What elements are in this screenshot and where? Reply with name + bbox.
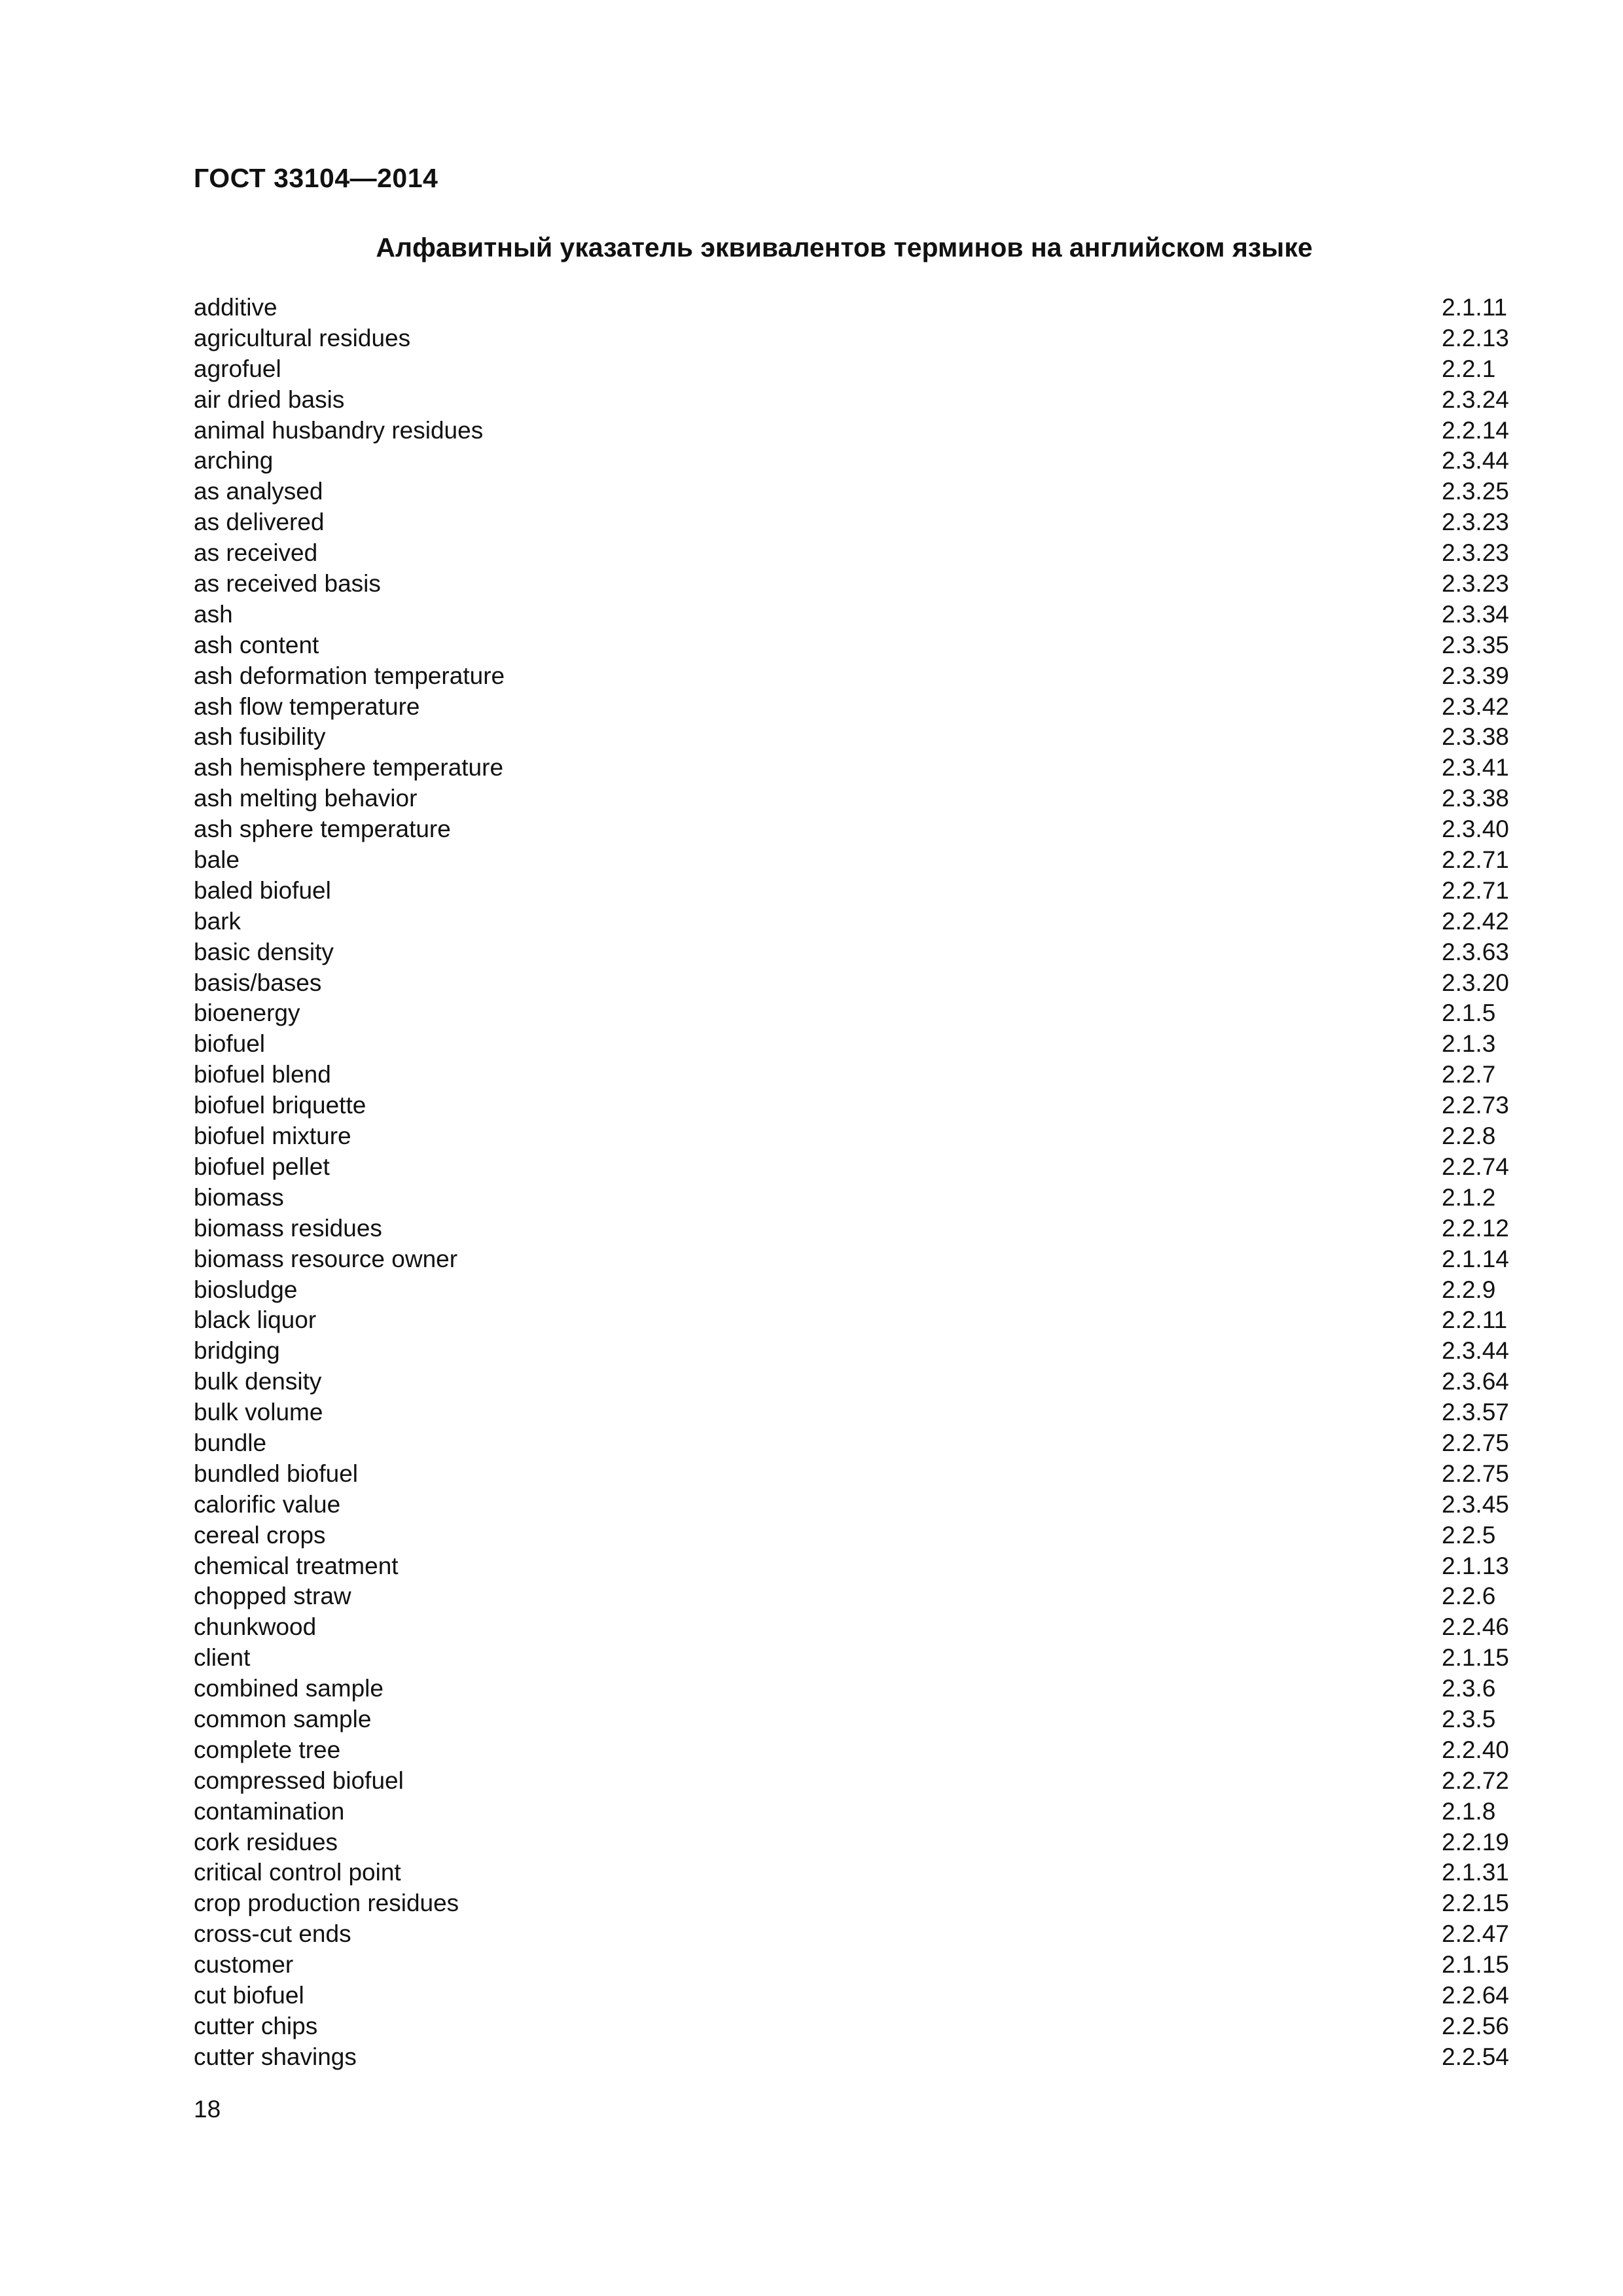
index-entry [194, 507, 1509, 538]
page-number: 18 [194, 2096, 221, 2123]
index-term: cork residues [194, 1828, 338, 1856]
index-reference: 2.3.42 [1442, 692, 1509, 720]
index-entry [194, 1121, 1503, 1152]
index-entry [194, 1888, 1509, 1919]
index-reference: 2.3.63 [1442, 938, 1509, 965]
index-entry [194, 600, 1509, 630]
index-reference: 2.3.24 [1442, 386, 1509, 413]
index-term: biofuel briquette [194, 1092, 366, 1119]
index-term: as analysed [194, 478, 323, 505]
index-reference: 2.2.54 [1442, 2043, 1509, 2070]
index-entry [194, 1581, 1503, 1612]
index-reference: 2.3.6 [1442, 1675, 1496, 1702]
index-reference: 2.3.25 [1442, 478, 1509, 505]
index-entry [194, 722, 1509, 753]
index-term: combined sample [194, 1675, 383, 1702]
index-term: cut biofuel [194, 1981, 304, 2009]
index-entry [194, 476, 1509, 507]
index-entry [194, 1428, 1509, 1459]
index-reference: 2.2.42 [1442, 907, 1509, 935]
index-term: cereal crops [194, 1521, 326, 1549]
index-term: cutter chips [194, 2012, 318, 2039]
index-reference: 2.2.5 [1442, 1521, 1496, 1549]
index-term: bridging [194, 1337, 280, 1365]
index-reference: 2.3.44 [1442, 447, 1509, 475]
index-reference: 2.1.2 [1442, 1183, 1496, 1211]
index-reference: 2.2.46 [1442, 1613, 1509, 1641]
index-reference: 2.2.47 [1442, 1920, 1509, 1948]
index-reference: 2.1.3 [1442, 1030, 1496, 1058]
index-entry [194, 1981, 1509, 2011]
index-term: biosludge [194, 1276, 298, 1303]
index-reference: 2.1.13 [1442, 1552, 1509, 1579]
index-reference: 2.2.56 [1442, 2012, 1509, 2039]
index-entry [194, 1766, 1509, 1797]
index-term: ash content [194, 631, 319, 658]
index-entry [194, 1029, 1503, 1060]
index-term: ash melting behavior [194, 785, 418, 812]
index-reference: 2.2.11 [1442, 1306, 1508, 1334]
index-entry [194, 2042, 1509, 2073]
index-term: complete tree [194, 1736, 341, 1763]
index-entry [194, 1397, 1509, 1428]
index-term: air dried basis [194, 386, 345, 413]
index-term: bale [194, 846, 240, 874]
index-reference: 2.2.14 [1442, 416, 1509, 444]
index-entry [194, 1459, 1509, 1490]
index-term: ash sphere temperature [194, 816, 451, 843]
index-entry [194, 1674, 1503, 1704]
index-entry [194, 1213, 1509, 1244]
index-term: biomass resource owner [194, 1245, 458, 1272]
index-term: crop production residues [194, 1890, 459, 1917]
index-entry [194, 1367, 1509, 1397]
index-reference: 2.2.6 [1442, 1583, 1496, 1610]
index-entry [194, 569, 1509, 600]
index-reference: 2.1.11 [1442, 294, 1508, 321]
index-entry [194, 630, 1509, 661]
index-entry [194, 1950, 1509, 1981]
index-entry [194, 1183, 1503, 1213]
index-reference: 2.3.23 [1442, 539, 1509, 567]
index-term: chunkwood [194, 1613, 317, 1641]
index-reference: 2.2.74 [1442, 1153, 1509, 1180]
index-entry [194, 2011, 1509, 2042]
document-standard-id: ГОСТ 33104—2014 [194, 163, 438, 193]
index-term: agricultural residues [194, 324, 411, 351]
index-entry [194, 753, 1509, 783]
index-term: agrofuel [194, 355, 281, 382]
index-reference: 2.3.40 [1442, 816, 1509, 843]
index-term: client [194, 1644, 251, 1672]
index-term: bioenergy [194, 999, 300, 1027]
index-entry [194, 937, 1509, 968]
index-entry [194, 1827, 1509, 1858]
index-term: bark [194, 907, 241, 935]
index-term: ash fusibility [194, 723, 326, 751]
index-entry [194, 323, 1509, 354]
index-term: ash hemisphere temperature [194, 754, 504, 781]
index-entry [194, 968, 1509, 999]
index-entry [194, 1490, 1509, 1520]
index-term: ash flow temperature [194, 692, 420, 720]
index-entry [194, 1152, 1509, 1183]
index-reference: 2.3.35 [1442, 631, 1509, 658]
index-term: cross-cut ends [194, 1920, 351, 1948]
index-entry [194, 1919, 1509, 1950]
index-entry [194, 1060, 1503, 1090]
index-reference: 2.2.71 [1442, 846, 1509, 874]
index-entry [194, 906, 1509, 937]
index-reference: 2.1.15 [1442, 1644, 1509, 1672]
index-term: bundled biofuel [194, 1460, 358, 1487]
index-term: customer [194, 1951, 294, 1979]
index-entry [194, 814, 1509, 845]
index-reference: 2.2.19 [1442, 1828, 1509, 1856]
index-reference: 2.2.7 [1442, 1061, 1496, 1088]
index-entry [194, 446, 1509, 476]
index-title: Алфавитный указатель эквивалентов терминов на английском языке [376, 232, 1313, 262]
index-reference: 2.3.23 [1442, 570, 1509, 598]
index-entry [194, 385, 1509, 416]
index-reference: 2.1.15 [1442, 1951, 1509, 1979]
index-reference: 2.3.64 [1442, 1368, 1509, 1395]
index-term: cutter shavings [194, 2043, 357, 2070]
index-entry [194, 538, 1509, 569]
index-term: animal husbandry residues [194, 416, 484, 444]
index-entry [194, 692, 1509, 723]
index-reference: 2.3.39 [1442, 662, 1509, 689]
index-term: additive [194, 294, 277, 321]
index-reference: 2.1.31 [1442, 1859, 1509, 1886]
index-term: baled biofuel [194, 876, 331, 904]
index-term: common sample [194, 1705, 372, 1732]
index-reference: 2.2.75 [1442, 1429, 1509, 1456]
index-entry [194, 1520, 1503, 1551]
index-term: biomass residues [194, 1214, 382, 1242]
index-entry [194, 661, 1509, 692]
index-entry [194, 1090, 1509, 1121]
index-term: bulk volume [194, 1399, 323, 1426]
index-term: biofuel blend [194, 1061, 331, 1088]
index-reference: 2.3.5 [1442, 1705, 1496, 1732]
index-term: arching [194, 447, 274, 475]
index-entry [194, 1336, 1509, 1367]
index-entry [194, 293, 1508, 323]
index-reference: 2.2.71 [1442, 876, 1509, 904]
index-term: critical control point [194, 1859, 401, 1886]
index-reference: 2.2.12 [1442, 1214, 1509, 1242]
index-entry [194, 876, 1509, 906]
index-term: biofuel pellet [194, 1153, 330, 1180]
index-reference: 2.1.14 [1442, 1245, 1509, 1272]
index-entry [194, 783, 1509, 814]
index-reference: 2.3.57 [1442, 1399, 1509, 1426]
index-reference: 2.2.73 [1442, 1092, 1509, 1119]
index-reference: 2.3.34 [1442, 600, 1509, 628]
index-entry [194, 1704, 1503, 1735]
index-entry [194, 416, 1509, 446]
index-term: chopped straw [194, 1583, 351, 1610]
index-entry [194, 1244, 1509, 1275]
index-entry [194, 1275, 1503, 1306]
index-entry [194, 1551, 1509, 1582]
index-entry [194, 1797, 1503, 1827]
index-reference: 2.3.44 [1442, 1337, 1509, 1365]
index-term: as received [194, 539, 318, 567]
index-term: ash [194, 600, 233, 628]
index-reference: 2.3.38 [1442, 785, 1509, 812]
index-entry [194, 845, 1509, 876]
index-entry [194, 1735, 1509, 1766]
index-term: bulk density [194, 1368, 322, 1395]
index-reference: 2.2.72 [1442, 1767, 1509, 1794]
index-term: calorific value [194, 1490, 341, 1518]
index-reference: 2.3.41 [1442, 754, 1509, 781]
index-term: as delivered [194, 509, 325, 536]
index-reference: 2.1.5 [1442, 999, 1496, 1027]
index-term: biofuel [194, 1030, 266, 1058]
index-term: chemical treatment [194, 1552, 399, 1579]
index-reference: 2.3.20 [1442, 969, 1509, 996]
index-entry [194, 1643, 1509, 1674]
index-term: basis/bases [194, 969, 322, 996]
index-reference: 2.2.40 [1442, 1736, 1509, 1763]
index-list [194, 293, 1509, 2073]
index-reference: 2.2.64 [1442, 1981, 1509, 2009]
index-term: black liquor [194, 1306, 317, 1334]
index-reference: 2.3.38 [1442, 723, 1509, 751]
index-reference: 2.2.9 [1442, 1276, 1496, 1303]
index-reference: 2.2.13 [1442, 324, 1509, 351]
index-reference: 2.2.8 [1442, 1122, 1496, 1150]
index-term: bundle [194, 1429, 267, 1456]
index-entry [194, 354, 1503, 385]
index-reference: 2.3.45 [1442, 1490, 1509, 1518]
index-term: compressed biofuel [194, 1767, 404, 1794]
index-entry [194, 998, 1503, 1029]
index-reference: 2.2.1 [1442, 355, 1496, 382]
index-term: basic density [194, 938, 334, 965]
index-reference: 2.2.15 [1442, 1890, 1509, 1917]
index-term: biofuel mixture [194, 1122, 351, 1150]
index-reference: 2.2.75 [1442, 1460, 1509, 1487]
index-term: ash deformation temperature [194, 662, 505, 689]
index-entry [194, 1857, 1509, 1888]
index-term: biomass [194, 1183, 284, 1211]
index-term: contamination [194, 1797, 345, 1825]
index-entry [194, 1305, 1508, 1336]
index-reference: 2.1.8 [1442, 1797, 1496, 1825]
index-reference: 2.3.23 [1442, 509, 1509, 536]
index-entry [194, 1612, 1509, 1643]
index-term: as received basis [194, 570, 381, 598]
